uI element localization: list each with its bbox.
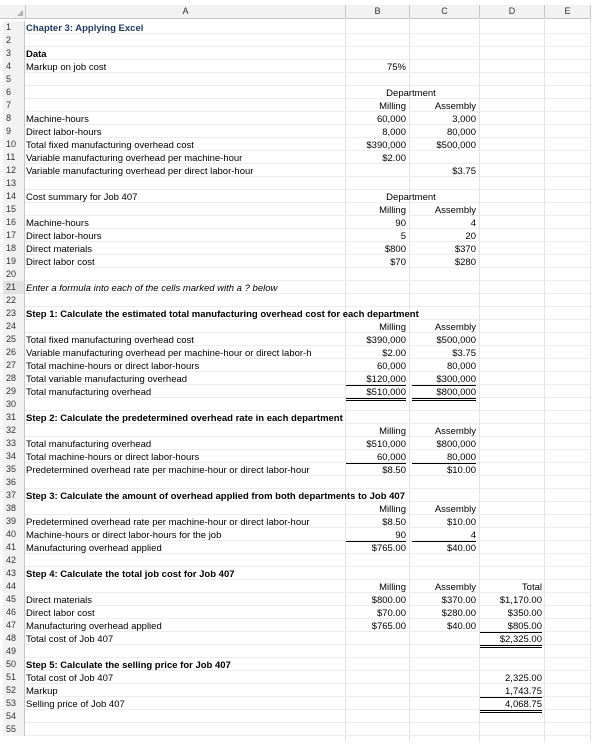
row-header[interactable]: 7 bbox=[3, 99, 25, 112]
step3-row-milling[interactable]: $765.00 bbox=[371, 543, 406, 554]
row-header[interactable]: 55 bbox=[3, 723, 25, 736]
step3-row-label[interactable]: Machine-hours or direct labor-hours for the job bbox=[26, 530, 222, 541]
row-header[interactable]: 22 bbox=[3, 294, 25, 307]
step4-row-total[interactable]: $1,170.00 bbox=[499, 595, 542, 606]
row-header[interactable]: 8 bbox=[3, 112, 25, 125]
data-row-assembly[interactable]: 80,000 bbox=[446, 127, 476, 138]
step3-row-milling[interactable]: 90 bbox=[346, 530, 406, 542]
data-row-assembly[interactable]: 3,000 bbox=[452, 114, 476, 125]
step1-row-assembly[interactable]: $3.75 bbox=[452, 348, 476, 359]
column-header-e[interactable]: E bbox=[545, 5, 591, 18]
select-all-corner[interactable] bbox=[3, 5, 26, 19]
step1-row-milling[interactable]: 60,000 bbox=[376, 361, 406, 372]
column-header-d[interactable]: D bbox=[480, 5, 545, 18]
row-header[interactable]: 51 bbox=[3, 671, 25, 684]
summary-row-label[interactable]: Direct materials bbox=[26, 244, 92, 255]
gridline-h bbox=[25, 488, 590, 489]
instruction-text[interactable]: Enter a formula into each of the cells marked with a ? below bbox=[26, 283, 278, 294]
data-row-milling[interactable]: 8,000 bbox=[382, 127, 406, 138]
row-header[interactable]: 54 bbox=[3, 710, 25, 723]
summary-row-label[interactable]: Direct labor-hours bbox=[26, 231, 102, 242]
step4-row-assembly[interactable]: $40.00 bbox=[446, 621, 476, 632]
row-header[interactable]: 34 bbox=[3, 450, 25, 463]
step1-row-label[interactable]: Total machine-hours or direct labor-hours bbox=[26, 361, 200, 372]
row-header[interactable]: 15 bbox=[3, 203, 25, 216]
row-header[interactable]: 13 bbox=[3, 177, 25, 190]
gridline-h bbox=[25, 46, 590, 47]
row-header[interactable]: 26 bbox=[3, 346, 25, 359]
step5-row-label[interactable]: Markup bbox=[26, 686, 58, 697]
data-row-milling[interactable]: $2.00 bbox=[382, 153, 406, 164]
step4-title[interactable]: Step 4: Calculate the total job cost for Job 407 bbox=[26, 569, 235, 580]
step4-milling-header[interactable]: Milling bbox=[379, 582, 406, 593]
milling-header[interactable]: Milling bbox=[379, 101, 406, 112]
step4-assembly-header[interactable]: Assembly bbox=[434, 582, 476, 593]
step1-row-milling[interactable]: $510,000 bbox=[346, 387, 406, 401]
step2-row-assembly[interactable]: $10.00 bbox=[446, 465, 476, 476]
summary-row-milling[interactable]: 5 bbox=[400, 231, 406, 242]
row-header[interactable]: 3 bbox=[3, 47, 25, 60]
summary-row-milling[interactable]: $800 bbox=[384, 244, 406, 255]
step4-row-total[interactable]: $350.00 bbox=[507, 608, 542, 619]
row-header[interactable]: 46 bbox=[3, 606, 25, 619]
row-header[interactable]: 9 bbox=[3, 125, 25, 138]
step2-row-assembly[interactable]: 80,000 bbox=[412, 452, 476, 464]
gridline-h bbox=[25, 85, 590, 86]
milling-header-2[interactable]: Milling bbox=[379, 205, 406, 216]
step1-assembly-header[interactable]: Assembly bbox=[434, 322, 476, 333]
row-header[interactable]: 2 bbox=[3, 34, 25, 47]
row-header[interactable]: 42 bbox=[3, 554, 25, 567]
row-header[interactable]: 20 bbox=[3, 268, 25, 281]
step4-row-assembly[interactable]: $370.00 bbox=[441, 595, 476, 606]
row-header[interactable]: 37 bbox=[3, 489, 25, 502]
row-header[interactable]: 40 bbox=[3, 528, 25, 541]
row-header[interactable]: 36 bbox=[3, 476, 25, 489]
step2-assembly-header[interactable]: Assembly bbox=[434, 426, 476, 437]
gridline-h bbox=[25, 215, 590, 216]
column-header-c[interactable]: C bbox=[410, 5, 480, 18]
row-header[interactable]: 27 bbox=[3, 359, 25, 372]
step1-row-label[interactable]: Total fixed manufacturing overhead cost bbox=[26, 335, 194, 346]
gridline-h bbox=[25, 111, 590, 112]
row-header[interactable]: 31 bbox=[3, 411, 25, 424]
data-row-assembly[interactable]: $3.75 bbox=[452, 166, 476, 177]
step4-row-label[interactable]: Direct materials bbox=[26, 595, 92, 606]
row-header[interactable]: 53 bbox=[3, 697, 25, 710]
step2-row-label[interactable]: Predetermined overhead rate per machine-hour or direct labor-hour bbox=[26, 465, 310, 476]
step4-row-assembly[interactable]: $280.00 bbox=[441, 608, 476, 619]
step3-title[interactable]: Step 3: Calculate the amount of overhead applied from both departments to Job 407 bbox=[26, 491, 406, 502]
step4-row-milling[interactable]: $800.00 bbox=[371, 595, 406, 606]
step4-row-milling[interactable]: $765.00 bbox=[371, 621, 406, 632]
step1-row-assembly[interactable]: 80,000 bbox=[446, 361, 476, 372]
step1-row-label[interactable]: Variable manufacturing overhead per machine-hour or direct labor-h bbox=[26, 348, 312, 359]
data-row-milling[interactable]: 60,000 bbox=[376, 114, 406, 125]
row-header[interactable]: 44 bbox=[3, 580, 25, 593]
step3-row-label[interactable]: Predetermined overhead rate per machine-hour or direct labor-hour bbox=[26, 517, 310, 528]
step2-row-label[interactable]: Total manufacturing overhead bbox=[26, 439, 152, 450]
gridline-h bbox=[25, 735, 590, 736]
gridline-v bbox=[409, 18, 410, 742]
row-header[interactable]: 23 bbox=[3, 307, 25, 320]
row-header[interactable]: 28 bbox=[3, 372, 25, 385]
cost-summary-label[interactable]: Cost summary for Job 407 bbox=[26, 192, 138, 203]
step4-row-label[interactable]: Total cost of Job 407 bbox=[26, 634, 114, 645]
gridline-v bbox=[590, 18, 591, 742]
row-header[interactable]: 1 bbox=[3, 21, 25, 34]
gridline-v bbox=[544, 18, 545, 742]
summary-row-milling[interactable]: $70 bbox=[390, 257, 406, 268]
gridline-h bbox=[25, 514, 590, 515]
step1-row-label[interactable]: Total manufacturing overhead bbox=[26, 387, 152, 398]
step5-title[interactable]: Step 5: Calculate the selling price for Job 407 bbox=[26, 660, 231, 671]
row-header[interactable]: 21 bbox=[3, 281, 25, 294]
gridline-h bbox=[25, 306, 590, 307]
row-header[interactable]: 35 bbox=[3, 463, 25, 476]
data-row-label[interactable]: Total fixed manufacturing overhead cost bbox=[26, 140, 194, 151]
row-header[interactable]: 10 bbox=[3, 138, 25, 151]
step1-title[interactable]: Step 1: Calculate the estimated total manufacturing overhead cost for each department bbox=[26, 309, 419, 320]
row-header[interactable]: 45 bbox=[3, 593, 25, 606]
row-header[interactable]: 43 bbox=[3, 567, 25, 580]
summary-row-assembly[interactable]: $280 bbox=[454, 257, 476, 268]
select-all-triangle-icon bbox=[17, 10, 23, 16]
step1-row-assembly[interactable]: $300,000 bbox=[412, 374, 476, 386]
column-header-a[interactable]: A bbox=[26, 5, 346, 18]
step3-milling-header[interactable]: Milling bbox=[379, 504, 406, 515]
step1-row-milling[interactable]: $390,000 bbox=[366, 335, 406, 346]
step1-row-milling[interactable]: $120,000 bbox=[346, 374, 406, 386]
assembly-header-2[interactable]: Assembly bbox=[434, 205, 476, 216]
gridline-h bbox=[25, 410, 590, 411]
row-header[interactable]: 50 bbox=[3, 658, 25, 671]
step3-assembly-header[interactable]: Assembly bbox=[434, 504, 476, 515]
row-header[interactable]: 5 bbox=[3, 73, 25, 86]
row-header[interactable]: 4 bbox=[3, 60, 25, 73]
step3-row-assembly[interactable]: 4 bbox=[412, 530, 476, 542]
gridline-h bbox=[25, 436, 590, 437]
summary-row-assembly[interactable]: 4 bbox=[470, 218, 476, 229]
step1-milling-header[interactable]: Milling bbox=[379, 322, 406, 333]
step4-row-label[interactable]: Manufacturing overhead applied bbox=[26, 621, 162, 632]
step2-title[interactable]: Step 2: Calculate the predetermined overhead rate in each department bbox=[26, 413, 343, 424]
data-row-label[interactable]: Direct labor-hours bbox=[26, 127, 102, 138]
step3-row-label[interactable]: Manufacturing overhead applied bbox=[26, 543, 162, 554]
step4-row-total[interactable]: $2,325.00 bbox=[480, 634, 542, 648]
department-header-2[interactable]: Department bbox=[386, 192, 436, 203]
row-header[interactable]: 16 bbox=[3, 216, 25, 229]
step4-total-header[interactable]: Total bbox=[521, 582, 542, 593]
data-row-label[interactable]: Variable manufacturing overhead per direct labor-hour bbox=[26, 166, 254, 177]
step2-row-milling[interactable]: $8.50 bbox=[382, 465, 406, 476]
step1-row-assembly[interactable]: $500,000 bbox=[436, 335, 476, 346]
row-header[interactable]: 18 bbox=[3, 242, 25, 255]
step1-row-assembly[interactable]: $800,000 bbox=[412, 387, 476, 401]
markup-label[interactable]: Markup on job cost bbox=[26, 62, 107, 73]
step5-row-label[interactable]: Total cost of Job 407 bbox=[26, 673, 114, 684]
row-header[interactable]: 29 bbox=[3, 385, 25, 398]
data-row-label[interactable]: Variable manufacturing overhead per machine-hour bbox=[26, 153, 243, 164]
step2-milling-header[interactable]: Milling bbox=[379, 426, 406, 437]
row-header[interactable]: 32 bbox=[3, 424, 25, 437]
row-header[interactable]: 14 bbox=[3, 190, 25, 203]
step2-row-milling[interactable]: $510,000 bbox=[366, 439, 406, 450]
step5-row-value[interactable]: 2,325.00 bbox=[505, 673, 542, 684]
data-row-assembly[interactable]: $500,000 bbox=[436, 140, 476, 151]
column-header-b[interactable]: B bbox=[346, 5, 410, 18]
step3-row-assembly[interactable]: $10.00 bbox=[446, 517, 476, 528]
step5-row-value[interactable]: 4,068.75 bbox=[480, 699, 542, 713]
gridline-h bbox=[25, 189, 590, 190]
step3-row-assembly[interactable]: $40.00 bbox=[446, 543, 476, 554]
row-header[interactable]: 52 bbox=[3, 684, 25, 697]
assembly-header[interactable]: Assembly bbox=[434, 101, 476, 112]
summary-row-assembly[interactable]: 20 bbox=[465, 231, 476, 242]
row-header[interactable]: 30 bbox=[3, 398, 25, 411]
gridline-h bbox=[25, 657, 590, 658]
row-header[interactable]: 6 bbox=[3, 86, 25, 99]
step3-row-milling[interactable]: $8.50 bbox=[382, 517, 406, 528]
summary-row-milling[interactable]: 90 bbox=[395, 218, 406, 229]
step4-row-label[interactable]: Direct labor cost bbox=[26, 608, 95, 619]
sheet-title[interactable]: Chapter 3: Applying Excel bbox=[26, 23, 144, 34]
row-header[interactable]: 38 bbox=[3, 502, 25, 515]
data-row-label[interactable]: Machine-hours bbox=[26, 114, 89, 125]
row-header[interactable]: 24 bbox=[3, 320, 25, 333]
row-header[interactable]: 33 bbox=[3, 437, 25, 450]
summary-row-label[interactable]: Direct labor cost bbox=[26, 257, 95, 268]
step1-row-label[interactable]: Total variable manufacturing overhead bbox=[26, 374, 188, 385]
step2-row-label[interactable]: Total machine-hours or direct labor-hours bbox=[26, 452, 200, 463]
data-header[interactable]: Data bbox=[26, 49, 47, 60]
gridline-h bbox=[25, 566, 590, 567]
gridline-h bbox=[25, 332, 590, 333]
step1-row-milling[interactable]: $2.00 bbox=[382, 348, 406, 359]
row-header[interactable]: 41 bbox=[3, 541, 25, 554]
row-header[interactable]: 11 bbox=[3, 151, 25, 164]
gridline-h bbox=[25, 98, 590, 99]
step2-row-assembly[interactable]: $800,000 bbox=[436, 439, 476, 450]
step2-row-milling[interactable]: 60,000 bbox=[346, 452, 406, 464]
department-header[interactable]: Department bbox=[386, 88, 436, 99]
row-header[interactable]: 48 bbox=[3, 632, 25, 645]
summary-row-label[interactable]: Machine-hours bbox=[26, 218, 89, 229]
step4-row-milling[interactable]: $70.00 bbox=[376, 608, 406, 619]
gridline-h bbox=[25, 722, 590, 723]
row-header[interactable]: 17 bbox=[3, 229, 25, 242]
row-header[interactable]: 47 bbox=[3, 619, 25, 632]
step4-row-total[interactable]: $805.00 bbox=[480, 621, 542, 633]
row-header[interactable]: 49 bbox=[3, 645, 25, 658]
row-header[interactable]: 12 bbox=[3, 164, 25, 177]
gridline-h bbox=[25, 280, 590, 281]
step5-row-value[interactable]: 1,743.75 bbox=[480, 686, 542, 698]
markup-value[interactable]: 75% bbox=[386, 62, 406, 73]
data-row-milling[interactable]: $390,000 bbox=[366, 140, 406, 151]
row-header[interactable]: 39 bbox=[3, 515, 25, 528]
summary-row-assembly[interactable]: $370 bbox=[454, 244, 476, 255]
row-header[interactable]: 19 bbox=[3, 255, 25, 268]
step5-row-label[interactable]: Selling price of Job 407 bbox=[26, 699, 125, 710]
row-header[interactable]: 25 bbox=[3, 333, 25, 346]
